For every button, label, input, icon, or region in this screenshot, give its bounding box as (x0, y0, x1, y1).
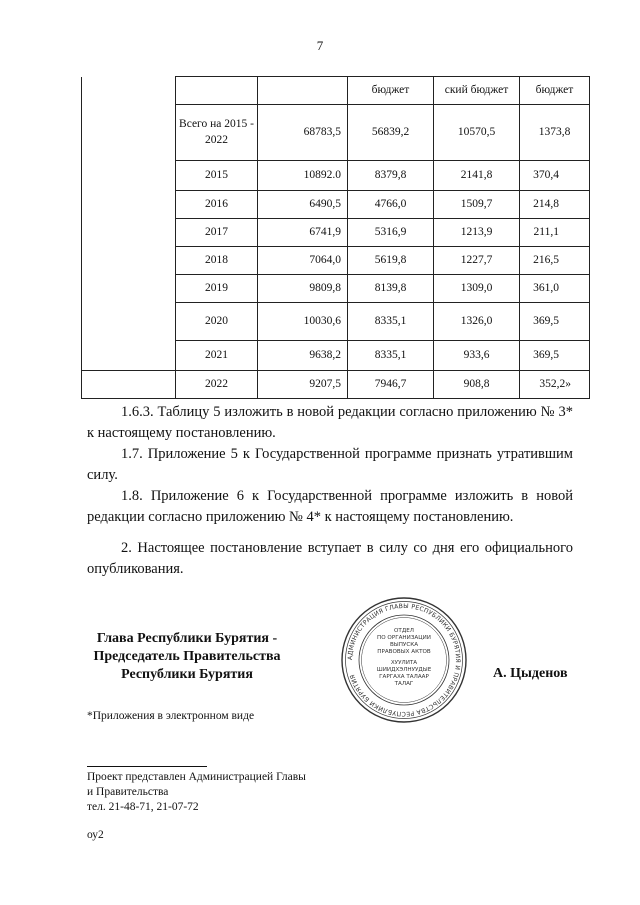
table-cell-total: 6490,5 (258, 191, 348, 219)
document-code: оу2 (87, 829, 104, 841)
svg-text:ШИИДХЭЛНУУДЫЕ: ШИИДХЭЛНУУДЫЕ (376, 667, 432, 673)
table-cell-total: 9809,8 (258, 275, 348, 303)
table-row (82, 219, 590, 247)
attachments-note: *Приложения в электронном виде (87, 710, 255, 722)
table-cell: 7946,7 (348, 371, 434, 399)
table-cell: 369,5 (520, 303, 590, 341)
table-side-cell (82, 303, 176, 341)
table-row (82, 161, 590, 191)
table-row (82, 247, 590, 275)
svg-text:ХУУЛИТА: ХУУЛИТА (390, 660, 418, 666)
table-cell: 56839,2 (348, 105, 434, 161)
paragraph-1-7: 1.7. Приложение 5 к Государственной программе признать утратившим силу. (87, 446, 573, 483)
table-header-row (82, 77, 590, 105)
table-side-cell (82, 219, 176, 247)
table-cell-total: 10030,6 (258, 303, 348, 341)
table-cell-total: 6741,9 (258, 219, 348, 247)
table-side-cell (82, 105, 176, 161)
budget-table (81, 76, 590, 399)
table-row-label: 2017 (176, 219, 258, 247)
table-cell: 5316,9 (348, 219, 434, 247)
table-cell: 1213,9 (434, 219, 520, 247)
table-cell: 908,8 (434, 371, 520, 399)
table-row-label: 2018 (176, 247, 258, 275)
svg-text:ОТДЕЛ: ОТДЕЛ (394, 628, 414, 634)
table-cell: 361,0 (520, 275, 590, 303)
svg-text:ВЫПУСКА: ВЫПУСКА (389, 642, 419, 648)
table-side-cell (82, 191, 176, 219)
table-row-label: 2021 (176, 341, 258, 371)
table-cell: 4766,0 (348, 191, 434, 219)
table-row-label: 2016 (176, 191, 258, 219)
table-row (82, 303, 590, 341)
table-header-cell: бюджет (520, 77, 590, 105)
table-cell: 8139,8 (348, 275, 434, 303)
table-cell: 370,4 (520, 161, 590, 191)
table-row (82, 191, 590, 219)
table-cell-total: 9207,5 (258, 371, 348, 399)
table-header-cell: бюджет (348, 77, 434, 105)
svg-text:ГАРГАХА ТАЛААР: ГАРГАХА ТАЛААР (379, 674, 429, 680)
table-cell: 1373,8 (520, 105, 590, 161)
table-header-cell (258, 77, 348, 105)
table-cell: 1227,7 (434, 247, 520, 275)
table-cell-total: 10892.0 (258, 161, 348, 191)
table-cell: 352,2» (520, 371, 590, 399)
svg-text:ПРАВОВЫХ АКТОВ: ПРАВОВЫХ АКТОВ (377, 649, 431, 655)
table-cell: 216,5 (520, 247, 590, 275)
paragraph-1-8: 1.8. Приложение 6 к Государственной программе изложить в новой редакции согласно приложению № 4* к настоящему постановлению. (87, 488, 573, 525)
svg-text:ТАЛАГ: ТАЛАГ (394, 681, 414, 687)
table-row-label: 2020 (176, 303, 258, 341)
table-cell: 369,5 (520, 341, 590, 371)
svg-text:АДМИНИСТРАЦИЯ ГЛАВЫ РЕСПУБЛИКИ: АДМИНИСТРАЦИЯ ГЛАВЫ РЕСПУБЛИКИ БУРЯТИЯ И ПРАВИТЕЛЬСТВА РЕСПУБЛИКИ БУРЯТИЯ (346, 602, 462, 718)
table-cell: 8335,1 (348, 341, 434, 371)
svg-text:ПО ОРГАНИЗАЦИИ: ПО ОРГАНИЗАЦИИ (377, 635, 431, 641)
page-number: 7 (316, 38, 324, 53)
table-row (82, 105, 590, 161)
footnote-divider (87, 766, 207, 767)
table-cell: 1309,0 (434, 275, 520, 303)
table-cell: 1509,7 (434, 191, 520, 219)
table-row-label: 2019 (176, 275, 258, 303)
table-cell-total: 9638,2 (258, 341, 348, 371)
table-row-label: Всего на 2015 - 2022 (176, 105, 258, 161)
table-row-label: 2015 (176, 161, 258, 191)
table-cell: 10570,5 (434, 105, 520, 161)
table-side-cell (82, 161, 176, 191)
table-row (82, 341, 590, 371)
table-side-cell (82, 341, 176, 371)
table-cell: 1326,0 (434, 303, 520, 341)
table-side-cell (82, 371, 176, 399)
table-cell-total: 7064,0 (258, 247, 348, 275)
table-header-cell (176, 77, 258, 105)
table-cell: 5619,8 (348, 247, 434, 275)
signatory-title: Глава Республики Бурятия - Председатель Правительства Республики Бурятия (93, 631, 281, 682)
table-row (82, 275, 590, 303)
paragraph-2: 2. Настоящее постановление вступает в силу со дня его официального опубликования. (87, 540, 573, 577)
table-header-cell: ский бюджет (434, 77, 520, 105)
official-seal (340, 596, 468, 724)
table-row-label: 2022 (176, 371, 258, 399)
table-cell: 2141,8 (434, 161, 520, 191)
table-row (82, 371, 590, 399)
table-cell: 933,6 (434, 341, 520, 371)
table-side-cell (82, 275, 176, 303)
table-side-cell (82, 77, 176, 105)
paragraph-1-6-3: 1.6.3. Таблицу 5 изложить в новой редакции согласно приложению № 3* к настоящему постановлению. (87, 404, 573, 441)
table-cell-total: 68783,5 (258, 105, 348, 161)
signatory-name: А. Цыденов (493, 666, 568, 681)
footnote: Проект представлен Администрацией Главы и Правительства тел. 21-48-71, 21-07-72 (87, 771, 306, 813)
table-cell: 8335,1 (348, 303, 434, 341)
table-side-cell (82, 247, 176, 275)
table-cell: 211,1 (520, 219, 590, 247)
table-cell: 8379,8 (348, 161, 434, 191)
table-cell: 214,8 (520, 191, 590, 219)
